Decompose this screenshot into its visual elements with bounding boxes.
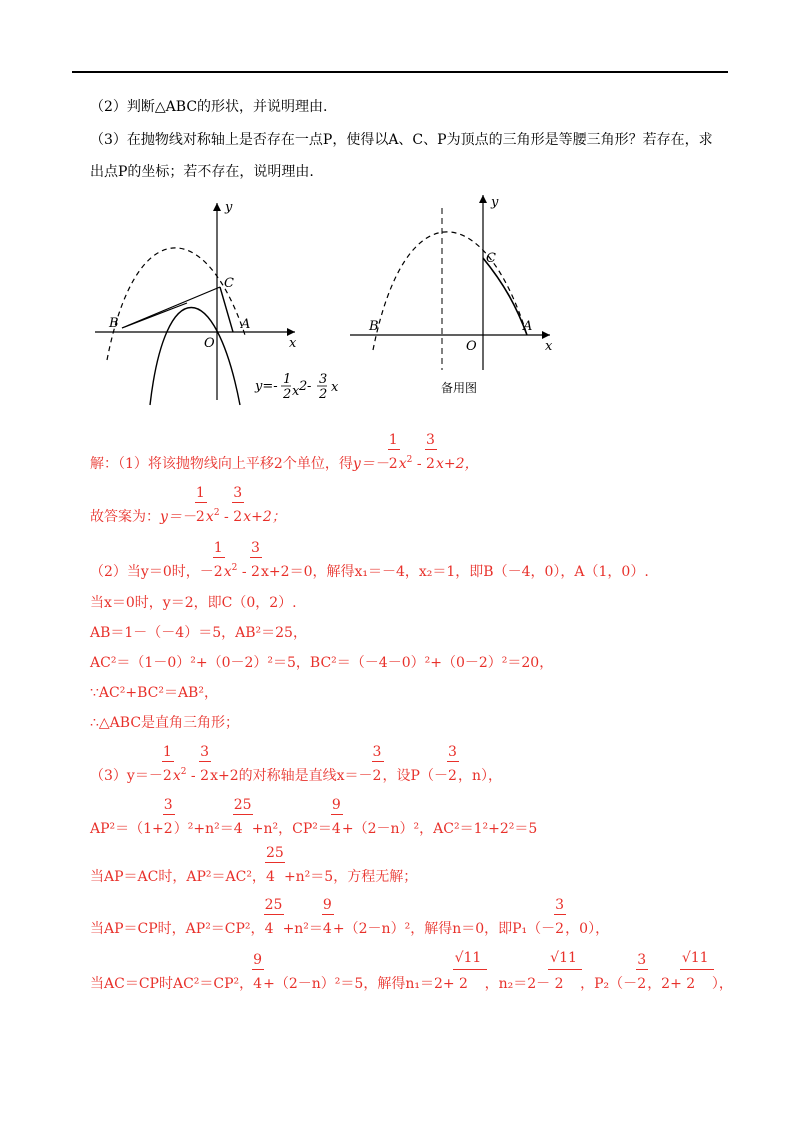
fig2-caption: 备用图: [441, 381, 478, 395]
question-part-3-line-2: 出点P的坐标；若不存在，说明理由.: [90, 164, 314, 180]
fig2-y-label: y: [491, 195, 499, 210]
fig1-formula-x: x: [331, 380, 339, 395]
fig1-formula-two: 2: [299, 379, 308, 394]
solution-line-5: AB＝1－（－4）＝5，AB²＝25，: [90, 625, 307, 641]
solution-line-12: 当AP＝CP时，AP²＝CP²， $\frac{25}{4}+n^2=$ $\frac{9}{4}+(2-n)^2$，解得n＝0，即P₁（－ $\frac{3}{2}$，0），: [90, 897, 610, 937]
fig1-formula-den3: 2: [319, 387, 328, 402]
fig1-y-label: y: [225, 200, 233, 215]
fig2-point-A: A: [523, 319, 533, 334]
question-part-2: （2）判断△ABC的形状，并说明理由.: [90, 99, 328, 115]
solution-line-2: 故答案为：y＝－ $\frac{1}{2}x^2$ - $\frac{3}{2}x+2$；: [90, 485, 286, 525]
fig1-point-B: B: [109, 316, 119, 331]
fig1-formula-y: y=-: [255, 379, 278, 394]
solution-line-13: 当AC＝CP时AC²＝CP²， $\frac{9}{4}+(2-n)^2=5$，解得n₁＝2+ $\frac{√11}{2}$，n₂＝2－ $\frac{√11}{2}$，P₂（－ $\frac{3}{2}$，2+ $\frac{√11}{2}$），: [90, 950, 733, 992]
fig1-point-A: A: [241, 317, 251, 332]
fig2-x-label: x: [545, 339, 553, 354]
solution-line-9: （3）y＝－ $\frac{1}{2}x^2$ - $\frac{3}{2}x+2$的对称轴是直线x＝－ $\frac{3}{2}$，设P（－ $\frac{3}{2}$，n），: [90, 744, 502, 784]
fig1-formula-x2: x: [292, 384, 300, 399]
figure-parabola-main: [95, 195, 365, 410]
fig2-point-B: B: [369, 319, 379, 334]
fig1-formula-minus: -: [307, 379, 312, 394]
fig1-formula-num3: 3: [319, 372, 328, 387]
solution-line-10: AP²＝（1+ $\frac{3}{2})^2+n^2=$ $\frac{25}{4}+n^2$，CP²＝ $\frac{9}{4}+(2-n)^2$，AC²＝1²+2²＝5: [90, 797, 538, 837]
solution-line-6: AC²＝（1－0）²+（0－2）²＝5，BC²＝（－4－0）²+（0－2）²＝20，: [90, 655, 554, 671]
solution-line-1: 解：（1）将该抛物线向上平移2个单位，得y＝－ $\frac{1}{2}x^2$ - $\frac{3}{2}x+2$，: [90, 432, 479, 472]
fig1-x-label: x: [289, 336, 297, 351]
question-part-3-line-1: （3）在抛物线对称轴上是否存在一点P，使得以A、C、P为顶点的三角形是等腰三角形？若存在，求: [90, 132, 713, 148]
solution-line-3: （2）当y＝0时，－ $\frac{1}{2}x^2$ - $\frac{3}{2}x+2=0$，解得x₁＝－4，x₂＝1，即B（－4，0），A（1，0）.: [90, 540, 649, 580]
figure-parabola-spare: [345, 190, 565, 395]
header-rule: [72, 71, 728, 73]
fig2-origin-O: O: [466, 339, 477, 354]
solution-line-11: 当AP＝AC时，AP²＝AC²， $\frac{25}{4}+n^2=5$，方程无解；: [90, 845, 418, 885]
fig1-formula-num: 1: [283, 372, 292, 387]
solution-line-7: ∵AC²+BC²＝AB²，: [90, 685, 218, 701]
fig1-point-C: C: [224, 276, 234, 291]
solution-line-8: ∴△ABC是直角三角形；: [90, 715, 240, 731]
fig2-point-C: C: [486, 251, 496, 266]
fig1-formula-den: 2: [283, 387, 292, 402]
fig1-origin-O: O: [204, 336, 215, 351]
solution-line-4: 当x＝0时，y＝2，即C（0，2）.: [90, 595, 297, 611]
